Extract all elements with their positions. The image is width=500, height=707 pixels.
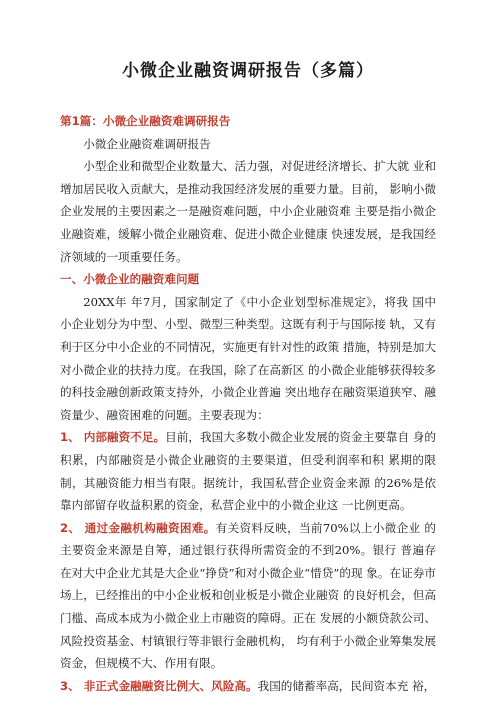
intro-paragraph: 小型企业和微型企业数量大、活力强，对促进经济增长、扩大就 业和增加居民收入贡献大，是推动我国经济发展的重要力量。目前， 影响小微企业发展的主要因素之一是融资难问题，中小企业融资难 主要是指小微企业融资难，缓解小微企业融资难、促进小微企业健康 快速发展，是我国经济领域的一项重要任务。: [60, 159, 436, 264]
section-heading: 一、小微企业的融资难问题: [60, 272, 200, 287]
point-label: 3、 非正式金融融资比例大、风险高。: [60, 678, 258, 693]
point-text: 我国的储蓄率高，民间资本充 裕，: [257, 678, 436, 693]
report-subtitle: 小微企业融资难调研报告: [83, 136, 211, 151]
point-text: 有关资料反映，当前70%以上小微企业 的主要资金来源是自筹，通过银行获得所需资金的不到20%。银行 普遍存在对大中企业尤其是大企业“挣贷”和对小微企业“惜贷”的现 象。在证券市场上，已经推出的中小企业板和创业板是小微企业融资 的良好机会，但高门槛、高成本成为小微企业上市融资的障碍。正在 发展的小额贷款公司、风险投资基金、村镇银行等非银行金融机构， 均有利于小微企业筹集发展资金，但规模不大、作用有限。: [60, 520, 436, 671]
section-paragraph: 20XX年 年7月，国家制定了《中小企业划型标准规定》，将我 国中小企业划分为中型、小型、微型三种类型。这既有利于与国际接 轨，又有利于区分中小企业的不同情况，实施更有针对性的政策 措施，特别是加大对小微企业的扶持力度。在我国，除了在高新区 的小微企业能够获得较多的科技金融创新政策支持外，小微企业普遍 突出地存在融资渠道狭窄、融资量少、融资困难的问题。主要表现为：: [60, 294, 436, 422]
point-label: 1、 内部融资不足。: [60, 430, 166, 445]
part-heading: 第1篇：小微企业融资难调研报告: [60, 114, 231, 128]
point-text: 目前，我国大多数小微企业发展的资金主要靠自 身的积累，内部融资是小微企业融资的主要渠道，但受利润率和积 累期的限制，其融资能力相当有限。据统计，我国私营企业资金来源 的26%是依靠内部留存收益积累的资金，私营企业中的小微企业这 一比例更高。: [60, 430, 437, 513]
point-item: [60, 426, 436, 516]
point-item: [60, 675, 436, 698]
point-label: 2、 通过金融机构融资困难。: [60, 520, 216, 535]
point-item: [60, 517, 436, 675]
document-title: 小微企业融资调研报告（多篇）: [122, 61, 374, 81]
document-body: [60, 110, 436, 697]
